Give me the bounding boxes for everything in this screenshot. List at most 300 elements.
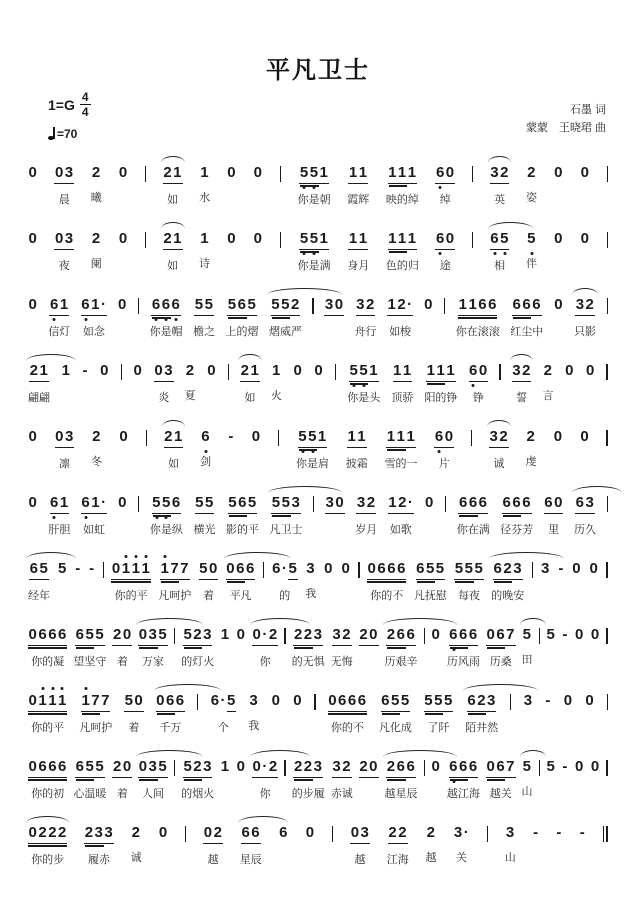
note-group [554,155,564,202]
barline [280,155,281,182]
note-group [331,749,353,798]
note-digits: 2 1 [240,362,260,382]
note-group [200,419,211,466]
lyric-syllable: 炎 [158,392,170,404]
slur-arc [572,288,598,295]
note-digits: 0 [424,296,433,313]
note-digits: 6 5 5 [381,692,411,712]
note-digits: 6 1 · [81,296,107,316]
note-digits: 1 7 7 [81,692,111,712]
note-group [236,749,246,796]
note-digits: 0 [236,758,246,775]
note-digits: 1 1 1 [426,362,456,382]
note-group [434,419,454,468]
barline [606,749,607,776]
lyric-syllable: 水 [199,192,211,204]
barline [444,287,445,314]
note-group [574,485,596,534]
note-group [553,419,563,466]
note-group [117,287,127,334]
note-group [469,353,489,402]
note-group [544,485,564,534]
lyric-syllable: 关 [456,852,468,864]
lyric-syllable: 只影 [574,326,597,338]
slur-arc [487,420,511,427]
music-line [28,221,608,270]
note-group [580,221,590,268]
note-digits: 0 [574,758,584,775]
lyric-syllable: 言 [542,390,554,402]
note-group [82,353,89,400]
note-group [163,155,183,204]
lyric-syllable: 凡卫士 [269,524,303,536]
note-group [181,617,214,666]
barline [607,287,608,314]
lyric-syllable: 肝胆 [48,524,71,536]
note-group [447,617,480,666]
note-digits: 6 [279,824,288,841]
note-group [100,353,110,400]
note-group [505,815,516,862]
note-group [385,749,418,798]
lyric-syllable: 无悔 [330,656,353,668]
lyric-syllable: 映的绰 [385,194,419,206]
slur-arc [26,816,69,823]
note-digits: 0 [585,692,595,709]
note-group [580,419,590,466]
note-group [424,353,457,402]
note-group [28,353,50,402]
note-digits: 0 [28,296,38,313]
note-digits: 0 [572,560,582,577]
note-digits: 2 0 [359,758,379,778]
note-group [156,683,186,732]
note-group [112,749,132,798]
note-digits: 5 5 [195,494,215,514]
note-group [292,749,325,798]
note-digits: 6 · 5 [210,692,236,712]
note-group [48,287,70,336]
time-signature-bottom: 4 [81,105,89,119]
barline [472,221,473,248]
note-digits: 0 [553,428,563,445]
note-digits: 1 2 · [388,494,414,514]
note-digits: 6 5 [29,560,49,580]
note-group [227,221,237,268]
lyric-syllable: 我 [248,720,260,732]
note-digits: 3 0 [325,494,345,514]
note-group [347,155,369,204]
note-group [28,155,38,202]
note-digits: 1 1 1 [386,428,416,448]
note-digits: 0 [28,428,38,445]
note-digits: 0 [227,230,237,247]
lyric-syllable: 你 [259,788,271,800]
note-digits: 3 [306,560,316,577]
note-digits: 6 6 6 [151,296,181,316]
lyric-syllable: 英 [494,194,506,206]
note-group [347,353,380,402]
note-group [574,749,584,796]
barline [138,485,139,512]
lyric-syllable: 上的熠 [225,326,259,338]
note-group [486,617,516,666]
barline [185,815,186,842]
music-line [28,551,608,600]
note-group [431,749,441,796]
note-digits: 6 6 6 [512,296,542,316]
note-digits: 0 2 [203,824,223,844]
note-group [118,221,128,268]
note-digits: - [579,824,586,841]
note-digits: 0 [118,164,128,181]
lyric-syllable: 如 [167,260,179,272]
note-group [271,683,281,730]
lyric-syllable: 田 [521,654,533,666]
note-group [510,287,543,336]
note-digits: 2 3 3 [84,824,114,844]
note-digits: 3 [505,824,515,841]
lyric-syllable: 檐之 [193,326,216,338]
note-digits: 3 · [453,824,470,841]
note-group [525,419,536,466]
note-digits: 0 6 6 6 [28,758,67,778]
note-group [512,353,532,402]
note-digits: 0 [586,362,595,379]
note-digits: 5 5 [194,296,214,316]
note-group [453,815,469,862]
lyric-syllable: 如 [168,458,180,470]
note-digits: 0 [117,296,127,313]
note-group [112,617,132,666]
note-digits: 5 5 1 [299,230,329,250]
note-digits: 0 [554,296,564,313]
note-digits: 2 0 [359,626,379,646]
note-group [574,287,596,336]
note-digits: 0 [158,824,168,841]
note-digits: 3 2 [575,296,595,316]
lyric-syllable: 越 [207,854,219,866]
music-line [28,419,608,468]
note-digits: 1 1 1 [388,164,418,184]
note-group [324,551,334,598]
note-digits: 1 1 6 6 [458,296,497,316]
note-group [57,551,67,598]
barline [228,353,229,380]
lyric-syllable: 着 [116,656,128,668]
note-digits: 0 6 6 [156,692,186,712]
note-digits: 1 [200,230,210,247]
lyric-syllable: 你的不 [370,590,404,602]
note-digits: 0 [253,164,263,181]
note-group [331,617,353,666]
note-group [91,221,102,268]
slur-arc [489,552,564,559]
lyric-syllable: 历桑 [489,656,512,668]
note-group [226,485,259,534]
slur-arc [238,354,262,361]
lyric-syllable: 你是纵 [149,524,183,536]
note-digits: 0 3 5 [138,626,168,646]
note-group [388,485,414,534]
note-digits: 3 [541,560,550,577]
barline [499,353,500,380]
song-title: 平凡卫士 [266,57,370,84]
quarter-note-icon [48,136,54,141]
lyric-syllable: 相 [494,260,506,272]
lyric-syllable: 你是满 [297,260,331,272]
note-group [158,551,191,600]
note-group [546,749,556,796]
lyric-syllable: 里 [548,524,560,536]
note-digits: 0 [590,758,600,775]
final-barline [603,815,608,842]
barline [487,815,488,842]
note-digits: 6 6 6 [449,758,479,778]
note-digits: 0 [324,560,333,577]
note-group [84,815,114,864]
note-group [341,551,351,598]
note-group [272,551,298,600]
lyric-syllable: 如梭 [389,326,412,338]
note-digits: 5 5 5 [424,692,454,712]
lyric-syllable: 个 [217,722,229,734]
barline [607,221,608,248]
barline [445,485,446,512]
note-digits: 0 [271,692,281,709]
note-digits: 3 2 [356,296,376,316]
note-digits: 5 [527,230,536,247]
note-digits: 0 [580,230,590,247]
note-digits: 2 6 6 [386,626,416,646]
time-signature [80,91,91,118]
note-digits: 0 3 [55,428,75,448]
note-digits: 0 6 6 6 [328,692,367,712]
note-digits: 6 5 [490,230,510,250]
note-group [387,815,409,864]
note-group [158,815,168,862]
note-digits: 0 [227,164,237,181]
note-group [138,617,168,666]
key-tempo-block [48,91,91,141]
lyric-syllable: 虔 [525,456,537,468]
lyric-syllable: 你在滚滚 [455,326,500,338]
barline [471,419,472,446]
barline [280,221,281,248]
note-digits: 6 6 6 [449,626,479,646]
note-group [296,419,329,468]
note-digits: 0 [100,362,109,379]
lyric-syllable: 绰 [439,194,451,206]
note-group [54,155,74,204]
note-digits: 0 [133,362,143,379]
lyric-syllable: 你在满 [456,524,490,536]
barline [103,551,104,578]
note-digits: 6 [201,428,211,445]
lyric-syllable: 雪的一 [384,458,418,470]
note-digits: 2 6 6 [386,758,416,778]
note-group [55,419,75,468]
note-digits: 6 · 5 [272,560,298,580]
note-group [271,353,282,400]
barline [278,419,279,446]
note-digits: 2 1 [163,230,183,250]
note-digits: 5 6 5 [228,494,258,514]
lyric-syllable: 影的平 [225,524,259,536]
lyric-syllable: 的无惧 [291,656,325,668]
note-group [533,815,540,862]
note-group [207,353,217,400]
note-digits: 5 [57,560,67,577]
note-digits: 2 2 3 [293,758,323,778]
barline [121,353,122,380]
note-group [490,155,510,204]
barline [607,155,608,182]
note-digits: - [562,758,568,775]
note-digits: 0 1 1 1 [28,692,67,712]
note-digits: 6 1 [50,494,70,514]
note-digits: 3 2 [356,494,376,514]
lyric-syllable: 伴 [526,258,538,270]
note-digits: 6 2 3 [493,560,523,580]
note-group [252,617,278,666]
lyric-syllable: 熠威严 [269,326,303,338]
note-digits: 0 3 [350,824,370,844]
note-digits: 0 [236,626,246,643]
note-group [119,419,129,466]
note-digits: 2 [131,824,141,841]
note-digits: 6 5 5 [75,758,105,778]
note-digits: 2 [543,362,553,379]
note-digits: - [556,824,562,841]
lyricist-credit: 石墨 词 [569,104,606,116]
note-digits: 3 2 [332,626,352,646]
note-group [251,419,261,466]
lyric-syllable: 片 [438,458,450,470]
note-digits: 0 [554,164,563,181]
note-digits: 5 2 3 [183,626,213,646]
lyric-syllable: 你是头 [347,392,381,404]
barline [146,419,147,446]
lyric-syllable: 的晚安 [491,590,525,602]
note-digits: 6 5 5 [75,626,105,646]
note-group [355,287,377,336]
note-group [154,353,174,402]
lyric-syllable: 的 [279,590,291,602]
note-digits: 6 0 [434,428,454,448]
note-group [28,419,38,466]
slur-arc [161,222,185,229]
lyric-syllable: 途 [439,260,451,272]
note-digits: 1 1 [348,164,368,184]
note-digits: 1 1 [393,362,413,382]
note-group [379,683,412,732]
note-digits: 0 6 7 [486,626,516,646]
note-group [199,551,219,600]
note-digits: 0 [590,626,600,643]
note-group [89,551,96,598]
lyric-syllable: 诚 [493,458,505,470]
lyric-syllable: 着 [128,722,140,734]
note-group [314,353,324,400]
note-group [28,485,38,532]
note-group [523,683,533,730]
lyric-syllable: 的步履 [291,788,325,800]
note-group [456,287,500,336]
lyric-syllable: 你的凝 [31,656,65,668]
lyric-syllable: 径芬芳 [500,524,534,536]
note-digits: 0 [563,692,573,709]
note-digits: 6 1 [49,296,69,316]
note-group [580,155,590,202]
note-digits: 0 6 7 [486,758,516,778]
note-group [328,683,367,732]
note-digits: 2 0 [112,626,132,646]
note-group [486,749,516,798]
note-digits: 1 2 · [387,296,413,316]
note-digits: 1 [61,362,71,379]
note-group [558,551,565,598]
note-digits: - [228,428,234,445]
note-group [435,221,455,270]
note-group [150,287,183,336]
note-group [385,617,418,666]
lyric-syllable: 凛 [58,458,70,470]
note-digits: 3 [523,692,533,709]
note-digits: 2 1 [29,362,49,382]
lyric-syllable: 如歌 [389,524,412,536]
note-digits: 0 6 6 6 [367,560,406,580]
note-digits: 3 2 [489,428,509,448]
note-digits: 6 0 [469,362,489,382]
note-digits: 5 0 [199,560,219,580]
note-group [367,551,406,600]
lyric-syllable: 每夜 [458,590,481,602]
note-digits: 2 [426,824,436,841]
note-digits: 5 5 1 [299,164,329,184]
note-digits: 5 5 2 [271,296,301,316]
note-group [269,287,302,336]
note-group [131,815,142,862]
time-signature-top: 4 [81,90,89,104]
note-group [226,551,256,600]
note-group [347,221,369,270]
note-group [359,617,379,666]
note-group [565,353,575,400]
note-digits: 1 [271,362,281,379]
note-group [124,683,144,732]
lyric-syllable: 诗 [199,258,211,270]
lyric-syllable: 你的不 [330,722,364,734]
note-group [500,485,533,534]
note-group [346,419,368,468]
note-group [75,551,82,598]
note-group [240,815,262,864]
note-group [118,485,128,532]
lyric-syllable: 凡化成 [378,722,412,734]
note-group [489,419,509,468]
note-group [253,155,263,202]
note-group [228,419,235,466]
slur-arc [162,420,186,427]
note-group [325,485,345,534]
note-group [435,155,455,204]
note-digits: 3 2 [512,362,532,382]
note-digits: 6 6 6 [502,494,532,514]
lyric-syllable: 披霜 [345,458,368,470]
note-digits: 6 5 5 [416,560,446,580]
lyric-syllable: 如 [167,194,179,206]
